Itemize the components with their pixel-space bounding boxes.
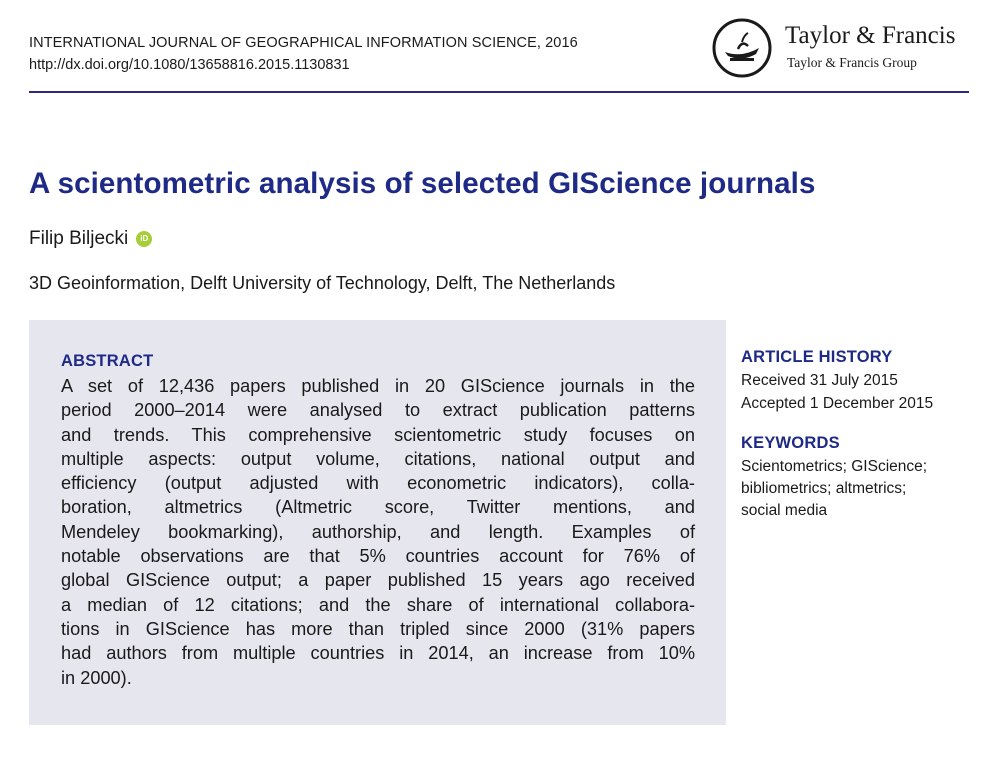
history-received: Received 31 July 2015 [741,372,898,389]
article-title: A scientometric analysis of selected GIScience journals [29,167,816,200]
keyword-line: bibliometrics; altmetrics; [741,480,907,497]
abstract-line: a median of 12 citations; and the share of international collabora- [61,594,695,615]
abstract-line: in 2000). [61,667,132,688]
publisher-group: Taylor & Francis Group [787,55,917,70]
abstract-line: tions in GIScience has more than tripled since 2000 (31% papers [61,618,695,639]
abstract-line: had authors from multiple countries in 2014, an increase from 10% [61,643,695,664]
keyword-line: social media [741,502,828,519]
abstract-line: notable observations are that 5% countries account for 76% of [61,546,695,567]
abstract-body [61,374,695,690]
history-heading: ARTICLE HISTORY [741,348,893,366]
abstract-line: efficiency (output adjusted with econometric indicators), colla- [61,473,695,494]
abstract-line: global GIScience output; a paper published 15 years ago received [61,570,695,591]
keyword-line: Scientometrics; GIScience; [741,458,928,475]
affiliation: 3D Geoinformation, Delft University of Technology, Delft, The Netherlands [29,273,616,293]
publisher-name: Taylor & Francis [785,22,956,49]
abstract-line: A set of 12,436 papers published in 20 GIScience journals in the [61,376,695,396]
orcid-icon[interactable]: iD [136,231,152,247]
author-name: Filip Biljecki [29,228,129,249]
abstract-heading: ABSTRACT [61,352,154,370]
abstract-line: boration, altmetrics (Altmetric score, Twitter mentions, and [61,497,695,518]
header-rule [29,91,969,93]
author-line [29,228,152,250]
abstract-line: multiple aspects: output volume, citations, national output and [61,448,695,469]
doi-link[interactable]: http://dx.doi.org/10.1080/13658816.2015.1130831 [29,57,350,73]
abstract-line: period 2000–2014 were analysed to extract publication patterns [61,400,695,421]
abstract-line: and trends. This comprehensive scientometric study focuses on [61,424,695,445]
abstract-line: Mendeley bookmarking), authorship, and length. Examples of [61,521,695,542]
lamp-logo-icon [712,18,772,78]
journal-name: INTERNATIONAL JOURNAL OF GEOGRAPHICAL INFORMATION SCIENCE, 2016 [29,35,578,51]
history-accepted: Accepted 1 December 2015 [741,395,934,412]
keywords-heading: KEYWORDS [741,434,840,452]
